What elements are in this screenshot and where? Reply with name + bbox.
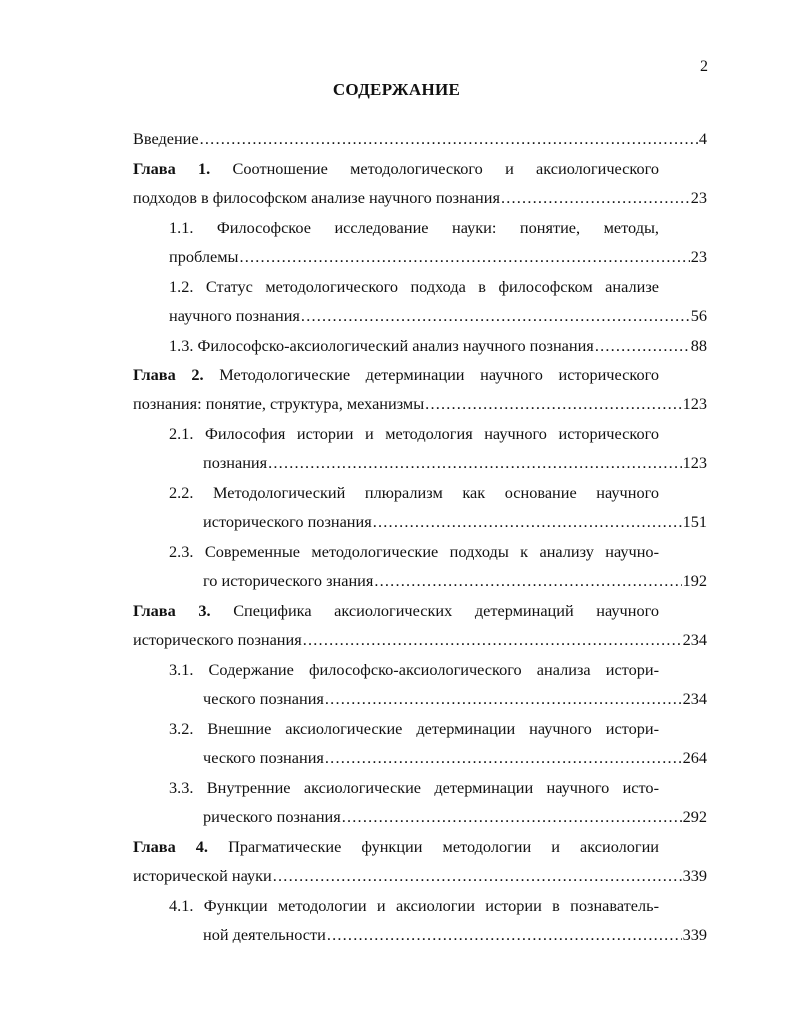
toc-page-number: 264 — [682, 748, 707, 767]
toc-chapter-2-line1[interactable] — [133, 364, 659, 386]
leader-dots — [325, 688, 682, 710]
leader-dots — [268, 452, 681, 474]
toc-section-1-3[interactable] — [169, 335, 707, 357]
section-title-cont: научного познания — [169, 306, 300, 325]
toc-page-number: 339 — [682, 866, 707, 885]
chapter-label: Глава 1. — [133, 159, 211, 178]
chapter-label: Глава 3. — [133, 601, 211, 620]
leader-dots — [374, 570, 681, 592]
toc-chapter-3-line2[interactable] — [133, 629, 707, 651]
section-title: 3.1. Содержание философско-аксиологического анализа истори- — [169, 660, 659, 679]
toc-section-3-2-line1[interactable] — [169, 718, 659, 740]
section-title: 2.2. Методологический плюрализм как основание научного — [169, 483, 659, 502]
leader-dots — [325, 747, 682, 769]
toc-page-number: 4 — [698, 129, 707, 148]
leader-dots — [303, 629, 682, 651]
toc-page-number: 88 — [690, 336, 707, 355]
chapter-title-cont: исторического познания — [133, 630, 302, 649]
section-title-cont: исторического познания — [203, 512, 372, 531]
toc-section-3-3-line1[interactable] — [169, 777, 659, 799]
toc-page-number: 234 — [682, 689, 707, 708]
leader-dots — [373, 511, 682, 533]
toc-page-number: 234 — [682, 630, 707, 649]
chapter-title-cont: исторической науки — [133, 866, 272, 885]
toc-section-4-1-line2[interactable] — [203, 924, 707, 946]
leader-dots — [501, 187, 690, 209]
toc-entry-text: Введение — [133, 129, 199, 148]
toc-chapter-4-line1[interactable] — [133, 836, 659, 858]
section-title-cont: рического познания — [203, 807, 341, 826]
leader-dots — [342, 806, 682, 828]
section-title: 1.3. Философско-аксиологический анализ научного познания — [169, 336, 594, 355]
toc-chapter-1-line2[interactable] — [133, 187, 707, 209]
toc-page-number: 292 — [682, 807, 707, 826]
chapter-title: Прагматические функции методологии и аксиологии — [228, 837, 659, 856]
section-title-cont: ной деятельности — [203, 925, 326, 944]
toc-chapter-4-line2[interactable] — [133, 865, 707, 887]
toc-page-number: 56 — [690, 306, 707, 325]
chapter-title-cont: познания: понятие, структура, механизмы — [133, 394, 425, 413]
toc-section-3-2-line2[interactable] — [203, 747, 707, 769]
toc-section-2-3-line2[interactable] — [203, 570, 707, 592]
section-title-cont: го исторического знания — [203, 571, 374, 590]
toc-section-3-1-line2[interactable] — [203, 688, 707, 710]
toc-section-2-2-line1[interactable] — [169, 482, 659, 504]
toc-entry-intro[interactable] — [133, 128, 707, 150]
toc-page-number: 339 — [682, 925, 707, 944]
leader-dots — [327, 924, 682, 946]
toc-page-number: 123 — [682, 453, 707, 472]
toc-chapter-3-line1[interactable] — [133, 600, 659, 622]
toc-section-2-2-line2[interactable] — [203, 511, 707, 533]
chapter-title: Методологические детерминации научного исторического — [219, 365, 659, 384]
toc-page-number: 151 — [682, 512, 707, 531]
chapter-title: Специфика аксиологических детерминаций научного — [233, 601, 660, 620]
section-title: 1.1. Философское исследование науки: понятие, методы, — [169, 218, 659, 237]
section-title: 4.1. Функции методологии и аксиологии истории в познаватель- — [169, 896, 659, 915]
chapter-label: Глава 4. — [133, 837, 208, 856]
section-title: 3.3. Внутренние аксиологические детерминации научного исто- — [169, 778, 659, 797]
toc-page-number: 192 — [682, 571, 707, 590]
leader-dots — [301, 305, 690, 327]
toc-section-1-1-line2[interactable] — [169, 246, 707, 268]
section-title-cont: ческого познания — [203, 689, 324, 708]
toc-chapter-2-line2[interactable] — [133, 393, 707, 415]
toc-section-3-1-line1[interactable] — [169, 659, 659, 681]
leader-dots — [425, 393, 681, 415]
toc-section-2-1-line2[interactable] — [203, 452, 707, 474]
toc-section-2-3-line1[interactable] — [169, 541, 659, 563]
section-title: 3.2. Внешние аксиологические детерминации научного истори- — [169, 719, 659, 738]
toc-chapter-1-line1[interactable] — [133, 158, 659, 180]
page-title: СОДЕРЖАНИЕ — [332, 80, 461, 99]
section-title-cont: проблемы — [169, 247, 239, 266]
toc-section-1-1-line1[interactable] — [169, 217, 659, 239]
toc-page-number: 23 — [690, 188, 707, 207]
toc-section-4-1-line1[interactable] — [169, 895, 659, 917]
section-title: 2.3. Современные методологические подходы к анализу научно- — [169, 542, 659, 561]
leader-dots — [200, 128, 698, 150]
leader-dots — [595, 335, 690, 357]
page-number: 2 — [700, 58, 708, 75]
toc-section-2-1-line1[interactable] — [169, 423, 659, 445]
toc-page-number: 23 — [690, 247, 707, 266]
chapter-title-cont: подходов в философском анализе научного познания — [133, 188, 500, 207]
chapter-label: Глава 2. — [133, 365, 204, 384]
chapter-title: Соотношение методологического и аксиологического — [232, 159, 659, 178]
toc-section-3-3-line2[interactable] — [203, 806, 707, 828]
section-title: 2.1. Философия истории и методология научного исторического — [169, 424, 659, 443]
section-title-cont: ческого познания — [203, 748, 324, 767]
toc-section-1-2-line1[interactable] — [169, 276, 659, 298]
section-title: 1.2. Статус методологического подхода в философском анализе — [169, 277, 659, 296]
leader-dots — [239, 246, 689, 268]
leader-dots — [273, 865, 682, 887]
toc-page-number: 123 — [682, 394, 707, 413]
section-title-cont: познания — [203, 453, 268, 472]
toc-section-1-2-line2[interactable] — [169, 305, 707, 327]
